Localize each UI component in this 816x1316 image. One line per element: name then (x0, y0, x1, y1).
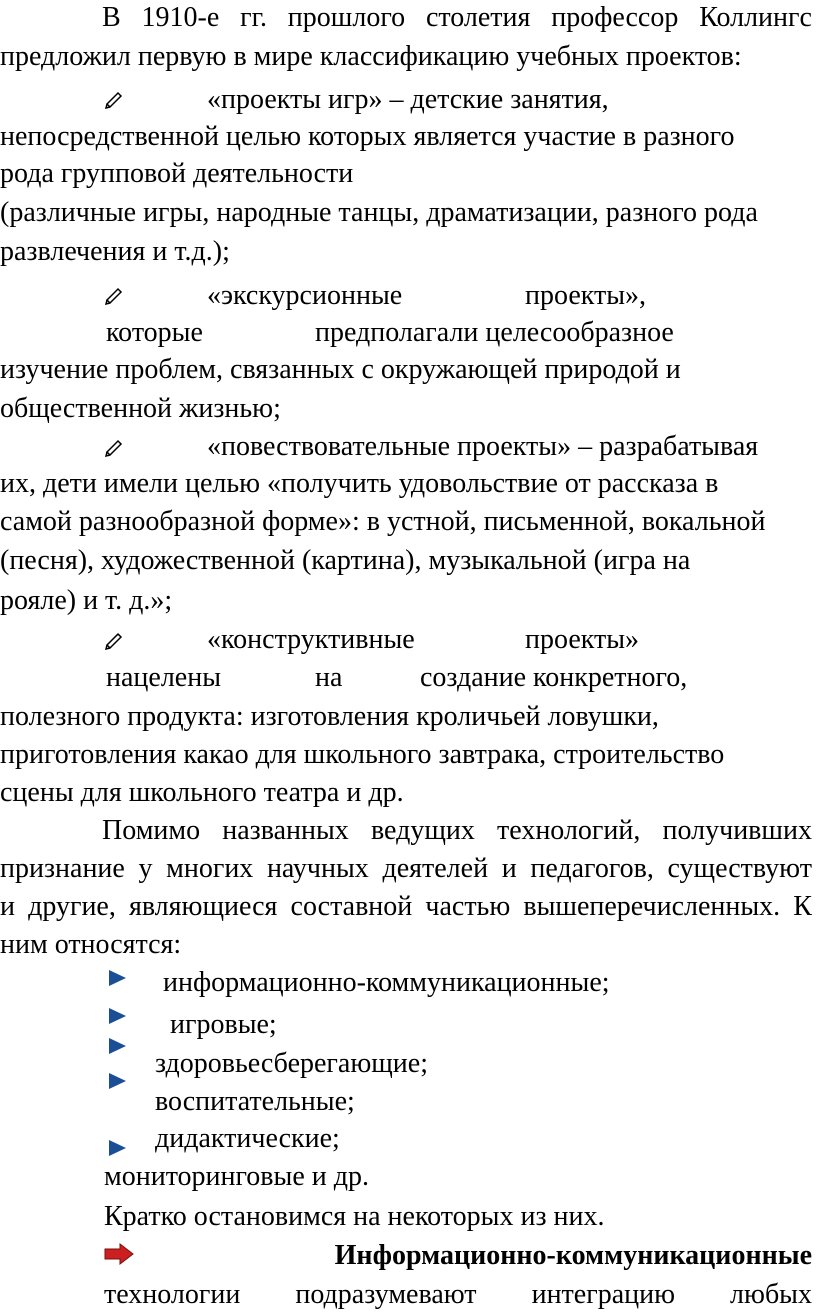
project-head: «экскурсионные (207, 280, 403, 311)
project-head: «конструктивные (207, 624, 415, 655)
final-line (104, 1281, 812, 1309)
project-head: «проекты игр» – детские занятия, (207, 84, 609, 115)
para1-line1 (102, 4, 812, 32)
project-line: общественной жизнью; (0, 393, 281, 424)
project-sub: предполагали целесообразное (315, 317, 674, 348)
word: технологий, (497, 815, 641, 846)
project-line: рояле) и т. д.»; (0, 585, 173, 616)
word: названных (222, 815, 349, 846)
word: ведущих (370, 815, 475, 846)
project-sub: создание конкретного, (420, 662, 688, 693)
word: вышеперечисленных. (523, 891, 781, 922)
word: и (0, 891, 15, 922)
project-line: самой разнообразной форме»: в устной, письменной, вокальной (0, 506, 766, 537)
word: столетия (425, 2, 531, 33)
word: подразумевают (295, 1279, 477, 1310)
triangle-bullet-icon (109, 1038, 126, 1054)
word: многих (166, 853, 254, 884)
word: технологии (104, 1279, 241, 1310)
word: интеграцию (531, 1279, 676, 1310)
summary-line: Кратко остановимся на некоторых из них. (104, 1201, 605, 1232)
project-line: (различные игры, народные танцы, драматизации, разного рода (0, 197, 758, 228)
project-line: (песня), художественной (картина), музыкальной (игра на (0, 545, 691, 576)
word: у (138, 853, 153, 884)
pencil-icon (104, 89, 124, 109)
word: составной (290, 891, 413, 922)
pencil-icon (104, 630, 124, 650)
list-item: мониторинговые и др. (104, 1161, 370, 1192)
word: гг. (240, 2, 267, 33)
project-line: изучение проблем, связанных с окружающей природой и (0, 354, 681, 385)
word: признание (0, 853, 125, 884)
list-item: игровые; (170, 1009, 277, 1040)
project-sub: нацелены (106, 662, 222, 693)
project-line: приготовления какао для школьного завтрака, строительство (0, 739, 725, 770)
para1-line2: предложил первую в мире классификацию учебных проектов: (0, 41, 742, 72)
word: и (501, 853, 517, 884)
word: педагогов, (530, 853, 654, 884)
triangle-bullet-icon (109, 1140, 126, 1156)
project-head: проекты» (525, 624, 640, 655)
word: профессор (551, 2, 679, 33)
list-item: здоровьесберегающие; (155, 1048, 428, 1079)
word: прошлого (287, 2, 406, 33)
project-line: их, дети имели целью «получить удовольствие от рассказа в (0, 468, 719, 499)
project-sub: на (315, 662, 343, 693)
word: К (793, 891, 812, 922)
para2-line2 (0, 855, 812, 883)
list-item: воспитательные; (155, 1086, 355, 1117)
word: научных (266, 853, 369, 884)
word: другие, (28, 891, 116, 922)
triangle-bullet-icon (109, 1008, 126, 1024)
project-line: развлечения и т.д.); (0, 236, 230, 267)
list-item: дидактические; (155, 1123, 340, 1154)
word: являющиеся (128, 891, 278, 922)
triangle-bullet-icon (109, 970, 126, 986)
word: 1910-е (141, 2, 220, 33)
project-line: сцены для школьного театра и др. (0, 777, 404, 808)
project-line: рода групповой деятельности (0, 158, 354, 189)
word: существуют (667, 853, 812, 884)
list-item: информационно-коммуникационные; (163, 967, 610, 998)
project-line: непосредственной целью которых является участие в разного (0, 121, 735, 152)
para2-line1 (102, 817, 812, 845)
project-sub: которые (106, 317, 203, 348)
para2-line3 (0, 893, 812, 921)
triangle-bullet-icon (109, 1073, 126, 1089)
project-head: проекты», (525, 280, 647, 311)
right-arrow-icon (104, 1243, 134, 1265)
word: Помимо (102, 815, 201, 846)
pencil-icon (104, 437, 124, 457)
project-head: «повествовательные проекты» – разрабатывая (207, 431, 759, 462)
word: получивших (662, 815, 812, 846)
section-title: Информационно-коммуникационные (334, 1240, 812, 1271)
word: любых (730, 1279, 812, 1310)
para2-line4: ним относятся: (0, 929, 182, 960)
pencil-icon (104, 285, 124, 305)
word: В (102, 2, 121, 33)
word: частью (425, 891, 511, 922)
project-line: полезного продукта: изготовления кроличьей ловушки, (0, 701, 659, 732)
word: деятелей (382, 853, 489, 884)
word: Коллингс (699, 2, 812, 33)
